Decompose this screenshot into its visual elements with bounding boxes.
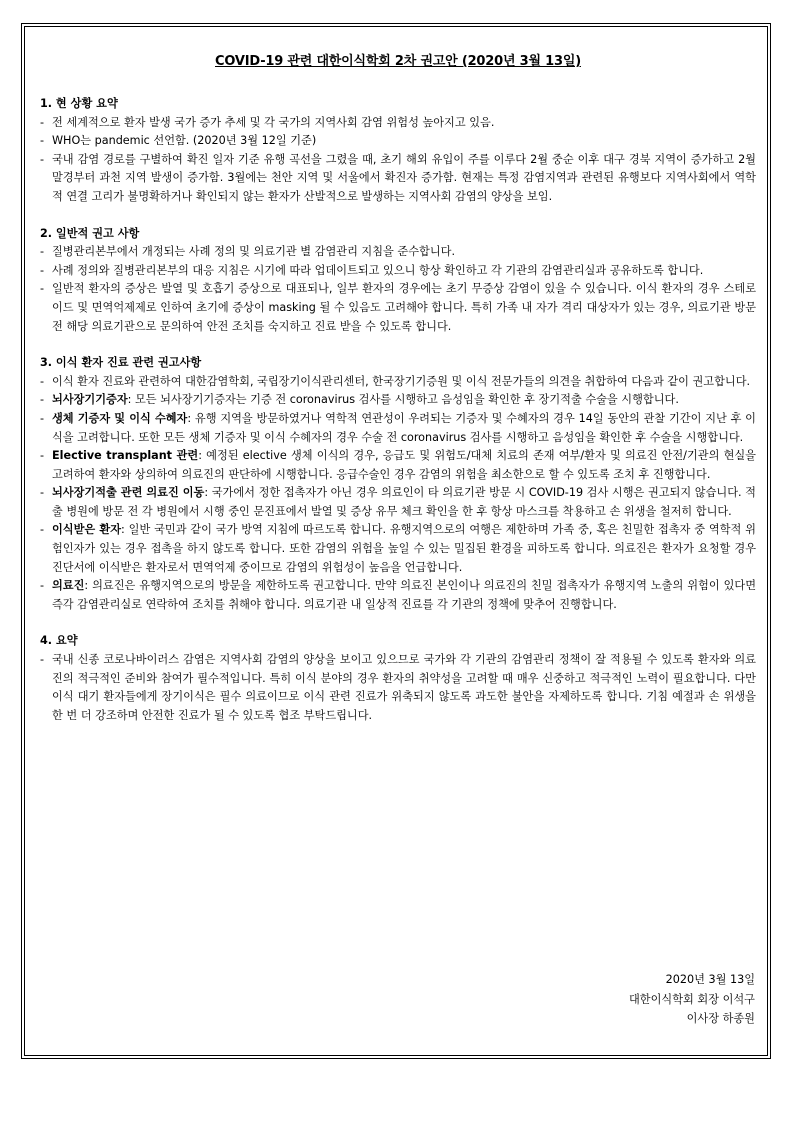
list-item [40,651,756,725]
list-item [40,577,756,614]
section-current-status [40,95,756,207]
signature-date: 2020년 3월 13일 [665,973,755,986]
section-transplant-recommendations [40,354,756,614]
item-text: WHO는 pandemic 선언함. (2020년 3월 12일 기준) [52,134,317,148]
item-lead: 이식받은 환자 [52,523,122,537]
item-lead: 의료진 [52,579,85,593]
section-heading: 2. 일반적 권고 사항 [40,226,140,240]
item-lead: Elective transplant 관련 [52,449,199,463]
list-item [40,280,756,336]
list-item [40,410,756,447]
item-text: : 예정된 elective 생체 이식의 경우, 응급도 및 위험도/대체 치료의 존재 여부/환자 및 의료진 안전/기관의 현실을 고려하여 환자와 상의하여 의료진의 판단하에 시행합니다. 응급수술인 경우 감염의 위험을 최소한으로 할 수 있도록 조치 후 진행합니다. [52,449,756,481]
item-text: 이식 환자 진료와 관련하여 대한감염학회, 국립장기이식관리센터, 한국장기기증원 및 이식 전문가들의 의견을 취합하여 다음과 같이 권고합니다. [52,374,751,388]
list-item [40,484,756,521]
list-item [40,243,756,262]
item-text: : 국가에서 정한 접촉자가 아닌 경우 의료인이 타 의료기관 방문 시 COVID-19 검사 시행은 권고되지 않습니다. 적출 병원에 방문 전 각 병원에서 시행 중인 문진표에서 발열 및 증상 유무 체크 확인을 한 후 항상 마스크를 착용하고 손 위생을 철저히 합니다. [52,486,756,518]
item-text: 국내 감염 경로를 구별하여 확진 일자 기준 유행 곡선을 그렸을 때, 초기 해외 유입이 주를 이루다 2월 중순 이후 대구 경북 지역이 증가하고 2월 말경부터 과천 지역 발생이 증가함. 3월에는 천안 지역 및 서울에서 확진자 증가함. 현재는 특정 감염지역과 관련된 유행보다 지역사회에서 역학적 연결 고리가 불명확하거나 확인되지 않는 환자가 산발적으로 발생하는 지역사회 감염의 양상을 보임. [52,152,756,203]
list-item [40,262,756,281]
document-title: COVID-19 관련 대한이식학회 2차 권고안 (2020년 3월 13일) [215,54,581,69]
section-heading: 4. 요약 [40,634,78,648]
signature-president: 대한이식학회 회장 이석구 [629,992,755,1006]
list-item [40,132,756,151]
list-item [40,447,756,484]
signature-block [629,970,755,1029]
list-item [40,373,756,392]
item-text: : 모든 뇌사장기기증자는 기증 전 coronavirus 검사를 시행하고 음성임을 확인한 후 장기적출 수술을 시행합니다. [127,393,679,407]
item-text: 사례 정의와 질병관리본부의 대응 지침은 시기에 따라 업데이트되고 있으니 항상 확인하고 각 기관의 감염관리실과 공유하도록 합니다. [52,263,704,277]
list-item [40,521,756,577]
list-item [40,114,756,133]
item-text: : 유행 지역을 방문하였거나 역학적 연관성이 우려되는 기증자 및 수혜자의 경우 14일 동안의 관찰 기간이 지난 후 이식을 고려합니다. 또한 모든 생체 기증자 및 이식 수혜자의 경우 수술 전 coronavirus 검사를 시행하고 음성임을 확인한 후 수술을 시행합니다. [52,411,756,444]
item-text: 국내 신종 코로나바이러스 감염은 지역사회 감염의 양상을 보이고 있으므로 국가와 각 기관의 감염관리 정책이 잘 적용될 수 있도록 환자와 의료진의 적극적인 준비와 참여가 필수적입니다. 특히 이식 분야의 경우 환자의 취약성을 고려할 때 매우 신중하고 적극적인 노력이 필요합니다. 다만 이식 대기 환자들에게 장기이식은 필수 의료이므로 이식 관련 진료가 위축되지 않도록 과도한 불안을 자제하도록 합니다. 기침 예절과 손 위생을 한 번 더 강조하며 안전한 진료가 될 수 있도록 협조 부탁드립니다. [52,653,756,722]
signature-chairman: 이사장 하종원 [686,1012,755,1025]
section-heading: 3. 이식 환자 진료 관련 권고사항 [40,356,202,370]
item-text: 전 세계적으로 환자 발생 국가 증가 추세 및 각 국가의 지역사회 감염 위험성 높아지고 있음. [52,115,495,129]
item-text: 일반적 환자의 증상은 발열 및 호흡기 증상으로 대표되나, 일부 환자의 경우에는 초기 무증상 감염이 있을 수 있습니다. 이식 환자의 경우 스테로이드 및 면역억제제로 인하여 초기에 증상이 masking 될 수 있음도 고려해야 합니다. 특히 가족 내 자가 격리 대상자가 있는 경우, 의료기관 방문 전 해당 의료기관으로 문의하여 안전 조치를 숙지하고 진료 받을 수 있도록 합니다. [52,282,756,333]
item-lead: 생체 기증자 및 이식 수혜자 [52,411,188,425]
list-item [40,151,756,207]
section-summary [40,632,756,725]
item-text: : 일반 국민과 같이 국가 방역 지침에 따르도록 합니다. 유행지역으로의 여행은 제한하며 가족 중, 혹은 친밀한 접촉자 중 역학적 위험인자가 있는 경우 접촉을 하지 않도록 합니다. 또한 감염의 위험을 높일 수 있는 밀집된 환경을 피하도록 합니다. 의료진은 환자가 요청할 경우 진단서에 이식받은 환자로서 면역억제 중이므로 감염의 위험성이 높음을 언급합니다. [52,523,756,574]
document-body [40,52,756,743]
list-item [40,391,756,410]
item-text: 질병관리본부에서 개정되는 사례 정의 및 의료기관 별 감염관리 지침을 준수합니다. [52,245,456,259]
item-lead: 뇌사장기적출 관련 의료진 이동 [52,486,205,500]
item-text: : 의료진은 유행지역으로의 방문을 제한하도록 권고합니다. 만약 의료진 본인이나 의료진의 친밀 접촉자가 유행지역 노출의 위험이 있다면 즉각 감염관리실로 연락하여 조치를 취해야 합니다. 의료기관 내 일상적 진료를 각 기관의 정책에 맞추어 진행합니다. [52,579,756,611]
section-general-recommendations [40,225,756,337]
section-heading: 1. 현 상황 요약 [40,97,118,110]
item-lead: 뇌사장기기증자 [52,393,128,407]
